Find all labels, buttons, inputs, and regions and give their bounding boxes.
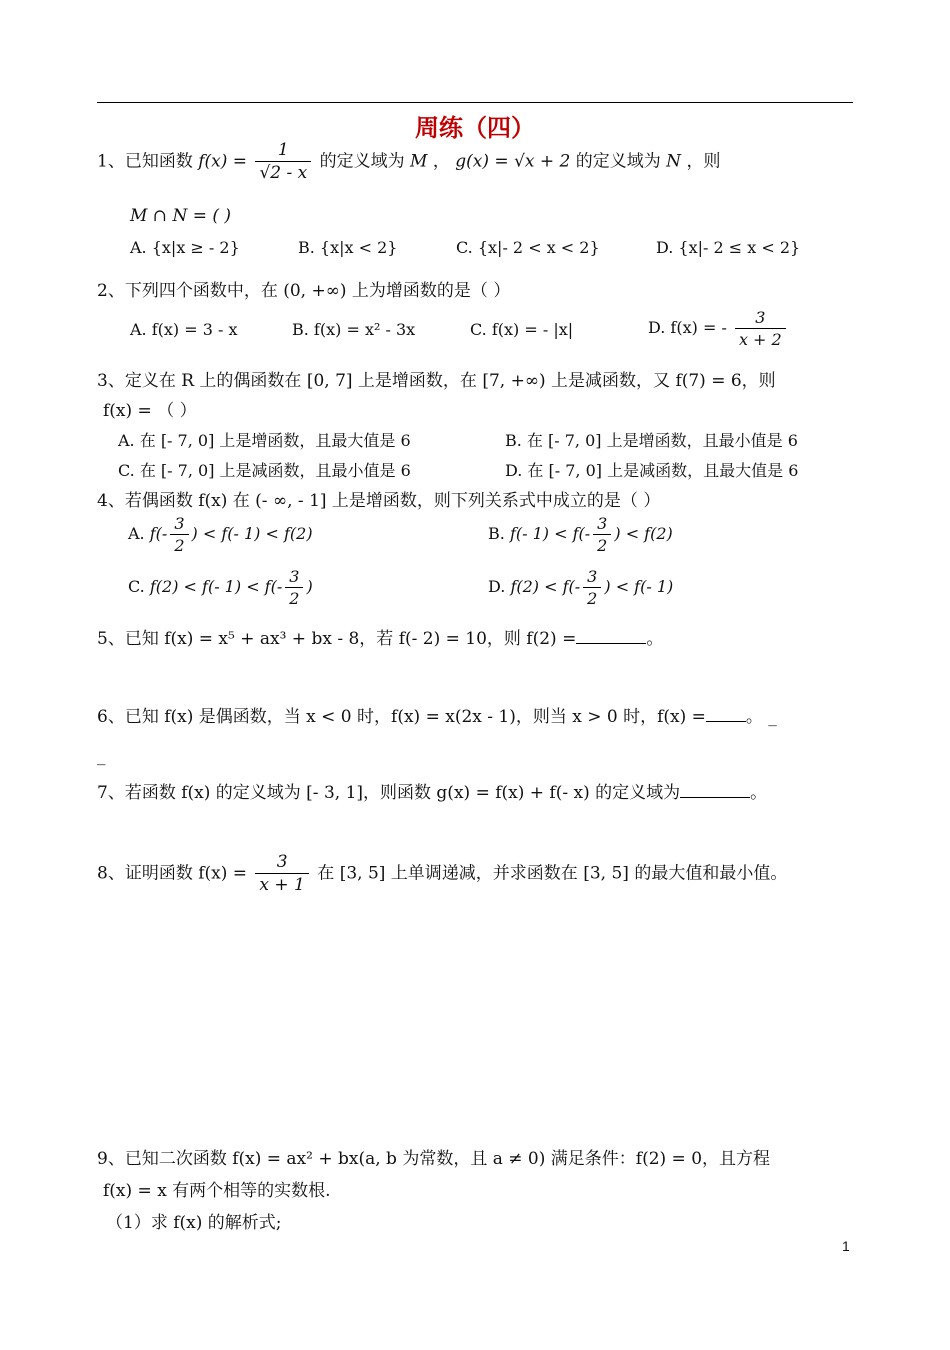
q2-option-d [648, 308, 789, 349]
q6-extra-mark: _ [97, 746, 106, 766]
q7-answer-blank[interactable] [680, 783, 750, 798]
q7-end: 。 [750, 783, 768, 803]
q1-fx: f(x) = [198, 151, 248, 172]
page-title: 周练（四） [415, 114, 535, 142]
q3-option-c: C. 在 [- 7, 0] 上是减函数，且最小值是 6 [118, 461, 411, 480]
q4-a-num: 3 [170, 514, 188, 535]
q1-mid1: 的定义域为 [319, 151, 405, 172]
question-8 [97, 852, 787, 896]
q4-c-right: ) [306, 577, 313, 597]
q1-gx: g(x) = √x + 2 [455, 151, 571, 172]
q2-option-c: C. f(x) = - |x| [470, 320, 574, 339]
q4-a-fraction [170, 514, 188, 555]
q4-b-right: ) < f(2) [614, 524, 673, 544]
q2-option-b: B. f(x) = x² - 3x [292, 320, 416, 339]
q2-option-d-num: 3 [735, 308, 786, 329]
q4-c-den: 2 [289, 589, 300, 609]
q4-d-right: ) < f(- 1) [604, 577, 674, 597]
q1-fraction [255, 140, 311, 184]
question-9: 9、已知二次函数 f(x) = ax² + bx(a, b 为常数，且 a ≠ 0) 满足条件：f(2) = 0，且方程 [97, 1149, 771, 1169]
q4-a-label: A. [128, 524, 145, 544]
question-7 [97, 778, 767, 803]
question-6 [97, 702, 777, 727]
q9-sub1: （1）求 f(x) 的解析式; [106, 1213, 282, 1233]
q5-text: 5、已知 f(x) = x⁵ + ax³ + bx - 8，若 f(- 2) = 10，则 f(2) = [97, 629, 577, 649]
q5-end: 。 [646, 629, 664, 649]
q4-a-right: ) < f(- 1) < f(2) [191, 524, 313, 544]
q1-num: 1 [255, 140, 311, 162]
q8-prefix: 8、证明函数 f(x) = [97, 863, 248, 884]
q1-tail: ，则 [686, 151, 721, 172]
q2-option-d-prefix: D. f(x) = - [648, 318, 727, 338]
q1-line2: M ∩ N = ( ) [130, 206, 232, 226]
question-1 [97, 140, 720, 184]
q8-den: x + 1 [259, 875, 305, 896]
q6-end: 。 _ [745, 707, 777, 727]
q4-d-left: f(2) < f(- [510, 577, 581, 597]
q4-c-label: C. [128, 577, 145, 597]
q1-comma: ， [432, 151, 450, 172]
q4-option-d [488, 567, 673, 608]
q7-text: 7、若函数 f(x) 的定义域为 [- 3, 1]，则函数 g(x) = f(x) + f(- x) 的定义域为 [97, 783, 681, 803]
q1-den: √2 - x [259, 163, 308, 184]
q4-option-a [128, 514, 313, 555]
q1-option-d: D. {x|- 2 ≤ x < 2} [656, 238, 801, 257]
q4-option-c [128, 567, 313, 608]
q4-b-num: 3 [593, 514, 611, 535]
q8-fraction [255, 852, 308, 896]
q4-d-num: 3 [583, 567, 601, 588]
q1-prefix: 1、已知函数 [97, 151, 193, 172]
q2-option-a: A. f(x) = 3 - x [130, 320, 238, 339]
header-rule [97, 102, 853, 103]
q5-answer-blank[interactable] [576, 629, 646, 644]
q1-option-b: B. {x|x < 2} [298, 238, 398, 257]
q3-option-b: B. 在 [- 7, 0] 上是增函数，且最小值是 6 [505, 431, 798, 450]
q2-option-d-fraction [735, 308, 786, 349]
q9-line2: f(x) = x 有两个相等的实数根. [103, 1181, 331, 1201]
question-3: 3、定义在 R 上的偶函数在 [0, 7] 上是增函数，在 [7, +∞) 上是减函数，又 f(7) = 6，则 [97, 371, 776, 391]
q4-option-b [488, 514, 673, 555]
q1-M: M [410, 151, 428, 172]
q4-c-left: f(2) < f(- 1) < f(- [149, 577, 283, 597]
q3-option-d: D. 在 [- 7, 0] 上是减函数，且最大值是 6 [505, 461, 799, 480]
q4-b-left: f(- 1) < f(- [509, 524, 591, 544]
q4-b-den: 2 [597, 536, 608, 556]
q6-text: 6、已知 f(x) 是偶函数，当 x < 0 时，f(x) = x(2x - 1)，则当 x > 0 时，f(x) = [97, 707, 706, 727]
q4-c-fraction [285, 567, 303, 608]
page-number: 1 [842, 1238, 850, 1254]
q8-suffix: 在 [3, 5] 上单调递减，并求函数在 [3, 5] 的最大值和最小值。 [317, 863, 788, 884]
question-4: 4、若偶函数 f(x) 在 (- ∞, - 1] 上是增函数，则下列关系式中成立的是（ ） [97, 491, 661, 511]
q4-a-den: 2 [174, 536, 185, 556]
q1-N: N [666, 151, 682, 172]
q4-a-left: f(- [149, 524, 168, 544]
question-5 [97, 624, 663, 649]
q3-option-a: A. 在 [- 7, 0] 上是增函数，且最大值是 6 [118, 431, 411, 450]
q4-b-fraction [593, 514, 611, 555]
q4-d-den: 2 [587, 589, 598, 609]
q8-num: 3 [255, 852, 308, 874]
question-2: 2、下列四个函数中，在 (0, +∞) 上为增函数的是（ ） [97, 281, 511, 301]
q4-b-label: B. [488, 524, 505, 544]
q4-d-fraction [583, 567, 601, 608]
q1-mid2: 的定义域为 [575, 151, 661, 172]
q4-c-num: 3 [285, 567, 303, 588]
q3-line2: f(x) = （ ） [103, 401, 197, 421]
q6-answer-blank[interactable] [706, 707, 746, 722]
q4-d-label: D. [488, 577, 506, 597]
q2-option-d-den: x + 2 [738, 330, 782, 350]
q1-option-a: A. {x|x ≥ - 2} [130, 238, 240, 257]
q1-option-c: C. {x|- 2 < x < 2} [456, 238, 600, 257]
